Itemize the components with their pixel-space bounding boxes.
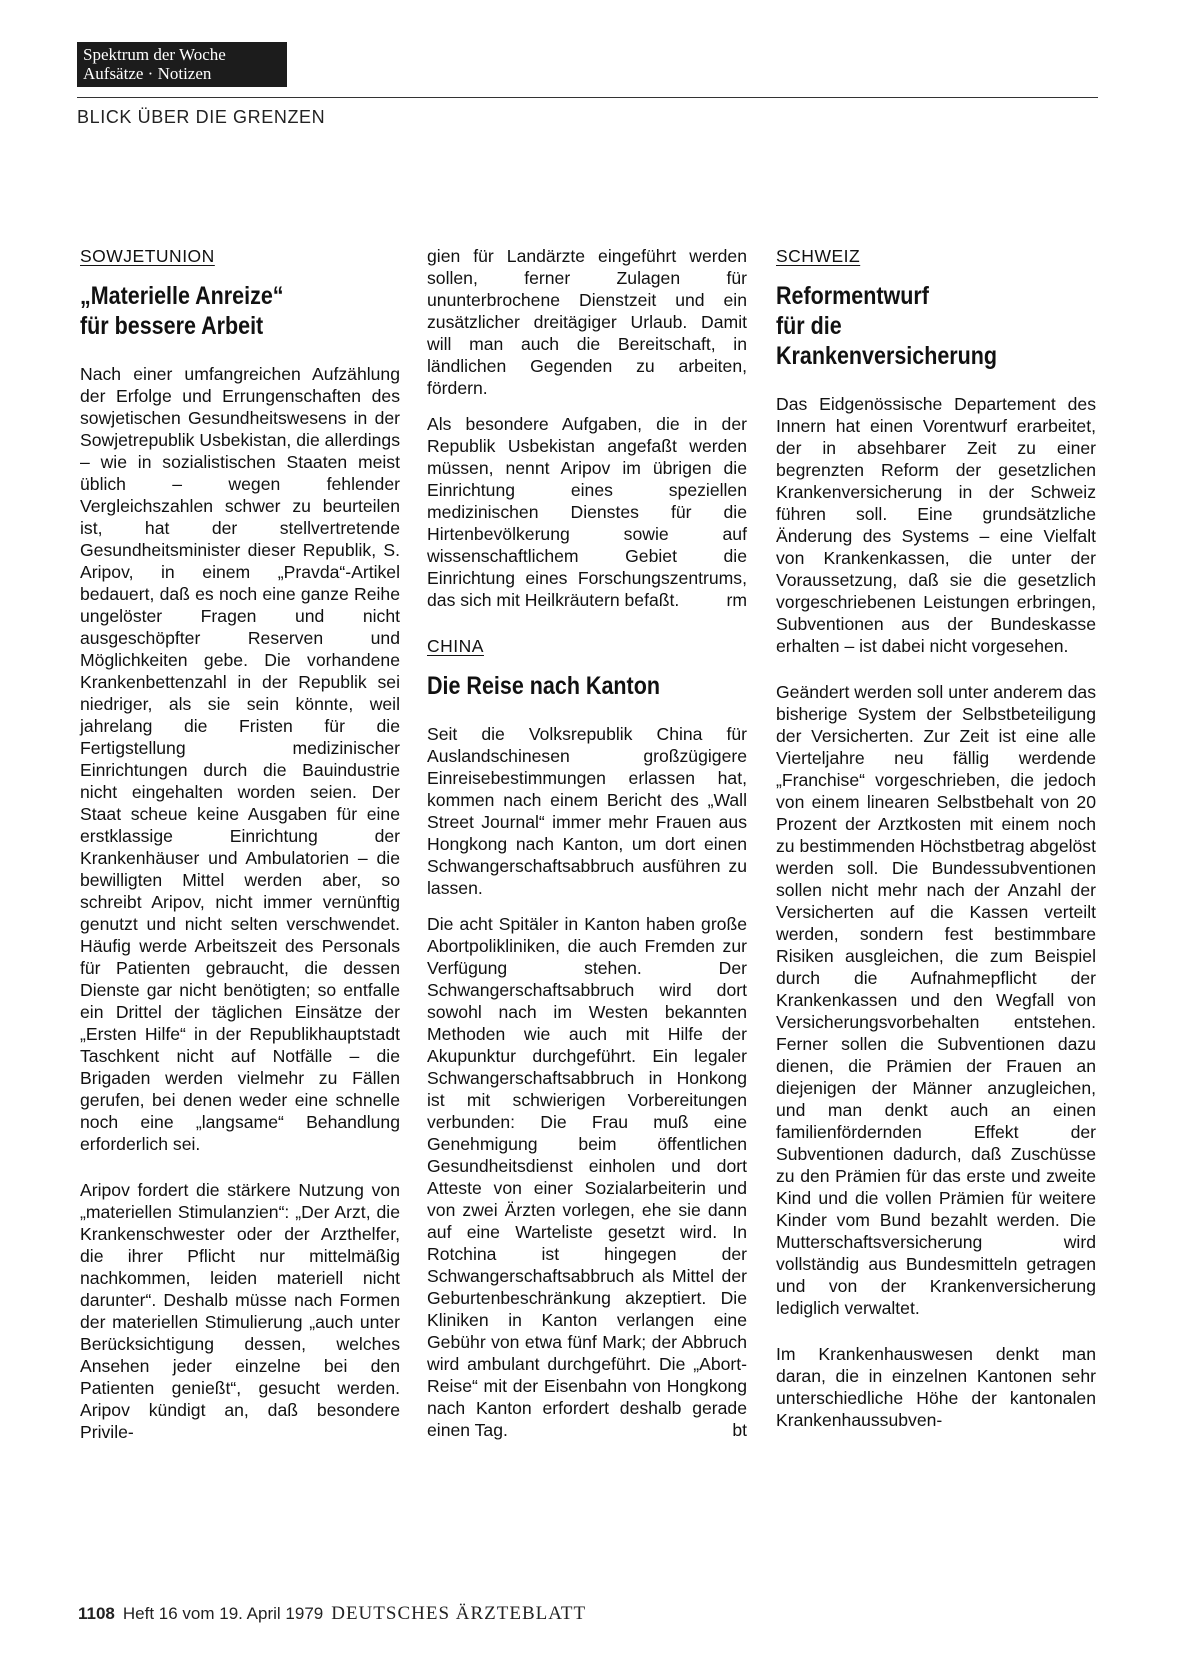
section-label-line2: Aufsätze · Notizen: [83, 64, 212, 83]
section-kicker: BLICK ÜBER DIE GRENZEN: [77, 107, 326, 127]
topic-schweiz: SCHWEIZ: [776, 246, 861, 266]
headline-line: Krankenversicherung: [776, 342, 998, 370]
headline-line: „Materielle Anreize“: [80, 282, 284, 310]
paragraph: Das Eidgenössische Departement des Innern hat einen Vorentwurf erarbeitet, der in absehbarer Zeit zu einer begrenzten Reform der gesetzlichen Krankenversicherung in der Schweiz führen soll. Eine grundsätzliche Änderung des Systems – eine Vielfalt von Krankenkassen, die unter der Voraussetzung, daß sie die gesetzlich vorgeschriebenen Leistungen erbringen, Subventionen aus der Bundeskasse erhalten – ist dabei nicht vorgesehen.: [776, 394, 1096, 656]
headline-sowjetunion: [80, 281, 355, 341]
issue-info: Heft 16 vom 19. April 1979: [122, 1604, 324, 1623]
page-number: 1108: [78, 1604, 115, 1623]
paragraph: Als besondere Aufgaben, die in der Republik Usbekistan angefaßt werden müssen, nennt Aripov im übrigen die Einrichtung eines speziellen medizinischen Dienstes für die Hirtenbevölkerung sowie auf wissenschaftlichem Gebiet die Einrichtung eines Forschungszentrums, das sich mit Heilkräutern befaßt.: [427, 414, 747, 610]
headline-schweiz: [776, 281, 1051, 371]
header-rule-left: [77, 97, 287, 98]
column-3: [776, 245, 1096, 1445]
header-rule: [287, 97, 1098, 98]
headline-line: Reformentwurf: [776, 282, 929, 310]
paragraph: Nach einer umfangreichen Aufzählung der Erfolge und Errungenschaften des sowjetischen Gesundheitswesens in der Sowjetrepublik Usbekistan, die allerdings – wie in sozialistischen Staaten meist üblich – wegen fehlender Vergleichszahlen schwer zu beurteilen ist, hat der stellvertretende Gesundheitsminister dieser Republik, S. Aripov, in einem „Pravda“-Artikel bedauert, daß es noch eine ganze Reihe ungelöster Fragen und nicht ausgeschöpfter Reserven und Möglichkeiten gebe. Die vorhandene Krankenbettenzahl in der Republik sei niedriger, als sie sein könnte, weil jahrelang die Fristen für die Fertigstellung medizinischer Einrichtungen durch die Bauindustrie nicht eingehalten worden seien. Der Staat scheue keine Ausgaben für eine erstklassige Einrichtung der Krankenhäuser und Ambulatorien – die bewilligten Mittel werden aber, so schreibt Aripov, nicht immer vernünftig genutzt und nicht selten verschwendet. Häufig werde Arbeitszeit des Personals für Patienten gebraucht, die dessen Dienste gar nicht benötigten; so entfalle ein Drittel der täglichen Einsätze der „Ersten Hilfe“ in der Republikhauptstadt Taschkent nicht auf Notfälle – die Brigaden werden vielmehr zu Fällen gerufen, bei denen weder eine schnelle noch eine „langsame“ Behandlung erforderlich sei.: [80, 364, 400, 1154]
author-sign: rm: [726, 590, 747, 610]
paragraph: Im Krankenhauswesen denkt man daran, die in einzelnen Kantonen sehr unterschiedliche Höhe der kantonalen Krankenhaussubven-: [776, 1344, 1096, 1430]
headline-line: für die: [776, 312, 842, 340]
section-label-line1: Spektrum der Woche: [83, 45, 226, 64]
column-2: [427, 245, 747, 1441]
topic-china: CHINA: [427, 636, 484, 656]
paragraph: Die acht Spitäler in Kanton haben große Abortpolikliniken, die auch Fremden zur Verfügung stehen. Der Schwangerschaftsabbruch wird dort sowohl nach im Westen bekannten Methoden wie auch mit Hilfe der Akupunktur durchgeführt. Ein legaler Schwangerschaftsabbruch in Honkong ist mit schwierigen Vorbereitungen verbunden: Die Frau muß eine Genehmigung beim öffentlichen Gesundheitsdienst einholen und dort Atteste von einer Sozialarbeiterin und von zwei Ärzten vorlegen, ehe sie dann auf eine Warteliste gesetzt wird. In Rotchina ist hingegen der Schwangerschaftsabbruch als Mittel der Geburtenbeschränkung akzeptiert. Die Kliniken in Kanton verlangen eine Gebühr von etwa fünf Mark; der Abbruch wird ambulant durchgeführt. Die „Abort-Reise“ mit der Eisenbahn von Hongkong nach Kanton erfordert deshalb gerade einen Tag.: [427, 914, 747, 1440]
headline-line: für bessere Arbeit: [80, 312, 264, 340]
section-label-box: [77, 42, 287, 87]
paragraph: gien für Landärzte eingeführt werden sollen, ferner Zulagen für ununterbrochene Dienstzeit und ein zusätzlicher dreitägiger Urlaub. Damit will man auch die Bereitschaft, in ländlichen Gegenden zu arbeiten, fördern.: [427, 246, 747, 398]
magazine-name: DEUTSCHES ÄRZTEBLATT: [331, 1603, 587, 1624]
paragraph: Geändert werden soll unter anderem das bisherige System der Selbstbeteiligung der Versicherten. Zur Zeit ist eine alle Vierteljahre neu fällig werdende „Franchise“ vorgeschrieben, die jedoch von einem linearen Selbstbehalt von 20 Prozent der Arztkosten mit einem noch zu bestimmenden Höchstbetrag abgelöst werden soll. Die Bundessubventionen sollen nicht mehr nach der Anzahl der Versicherten auf die Kassen verteilt werden, sondern fest bestimmbare Risiken ausgleichen, die zum Beispiel durch die Aufnahmepflicht der Krankenkassen und den Wegfall von Versicherungsvorbehalten entstehen. Ferner sollen die Subventionen dazu dienen, die Prämien der Frauen an diejenigen der Männer anzugleichen, und man denkt auch an einen familienfördernden Effekt der Subventionen dadurch, daß Zuschüsse zu den Prämien für das erste und zweite Kind und die vollen Prämien für weitere Kinder vom Bund bezahlt werden. Die Mutterschaftsversicherung wird vollständig aus Bundesmitteln getragen und von der Krankenversicherung lediglich verwaltet.: [776, 682, 1096, 1318]
headline-china: Die Reise nach Kanton: [427, 672, 660, 700]
topic-sowjetunion: SOWJETUNION: [80, 246, 215, 266]
page-footer: [78, 1603, 586, 1625]
paragraph: Aripov fordert die stärkere Nutzung von „materiellen Stimulanzien“: „Der Arzt, die Krankenschwester oder der Arzthelfer, die ihrer Pflicht nur mittelmäßig nachkommen, leiden materiell nicht darunter“. Deshalb müsse nach Formen der materiellen Stimulierung „auch unter Berücksichtigung dessen, welches Ansehen jeder einzelne bei den Patienten genießt“, gesucht werden. Aripov kündigt an, daß besondere Privile-: [80, 1180, 400, 1442]
paragraph: Seit die Volksrepublik China für Auslandschinesen großzügigere Einreisebestimmungen erlassen hat, kommen nach einem Bericht des „Wall Street Journal“ immer mehr Frauen aus Hongkong nach Kanton, um dort einen Schwangerschaftsabbruch ausführen zu lassen.: [427, 724, 747, 898]
author-sign: bt: [732, 1420, 747, 1440]
column-1: [80, 245, 400, 1457]
